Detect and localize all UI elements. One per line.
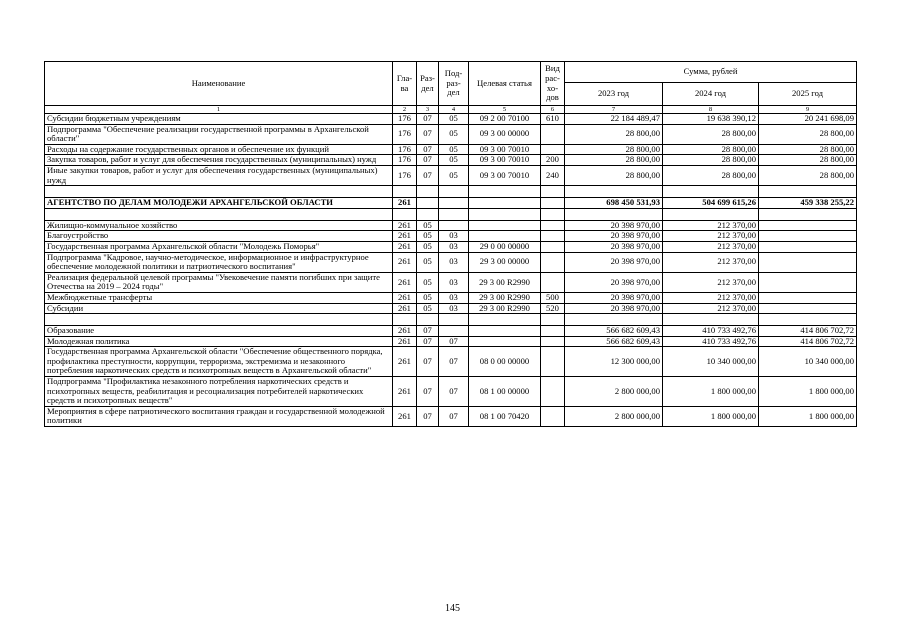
row-tselevaya: 29 3 00 00000 xyxy=(469,252,541,272)
row-glava xyxy=(393,186,417,198)
row-name: Подпрограмма "Профилактика незаконного потребления наркотических средств и психотропных веществ, реабилитация и ресоциализация потребителей наркотических средств и психотропных веществ" xyxy=(45,377,393,407)
row-sum-2023 xyxy=(565,208,663,220)
row-sum-2023 xyxy=(565,314,663,326)
row-sum-2023: 20 398 970,00 xyxy=(565,303,663,314)
col-number: 8 xyxy=(663,106,759,114)
table-row xyxy=(45,272,857,292)
row-sum-2025 xyxy=(759,314,857,326)
col-number: 9 xyxy=(759,106,857,114)
row-sum-2023: 20 398 970,00 xyxy=(565,220,663,231)
row-sum-2025: 28 800,00 xyxy=(759,144,857,155)
row-razdel: 07 xyxy=(417,377,439,407)
row-podrazdel: 07 xyxy=(439,336,469,347)
row-sum-2024: 19 638 390,12 xyxy=(663,114,759,125)
row-glava: 176 xyxy=(393,155,417,166)
budget-table xyxy=(44,61,857,427)
row-razdel xyxy=(417,186,439,198)
row-razdel: 05 xyxy=(417,220,439,231)
header-2025: 2025 год xyxy=(759,83,857,106)
col-number: 1 xyxy=(45,106,393,114)
row-sum-2025: 28 800,00 xyxy=(759,155,857,166)
row-sum-2025 xyxy=(759,231,857,242)
table-row xyxy=(45,114,857,125)
row-sum-2025 xyxy=(759,272,857,292)
row-vid xyxy=(541,377,565,407)
row-glava: 261 xyxy=(393,377,417,407)
row-razdel: 07 xyxy=(417,114,439,125)
row-vid xyxy=(541,208,565,220)
row-tselevaya: 29 3 00 R2990 xyxy=(469,272,541,292)
row-glava: 261 xyxy=(393,406,417,426)
row-glava: 261 xyxy=(393,252,417,272)
row-tselevaya: 09 3 00 70010 xyxy=(469,155,541,166)
row-sum-2024: 410 733 492,76 xyxy=(663,326,759,337)
row-sum-2025 xyxy=(759,292,857,303)
blank-row xyxy=(45,208,857,220)
table-row xyxy=(45,347,857,377)
row-podrazdel: 05 xyxy=(439,124,469,144)
row-sum-2023: 20 398 970,00 xyxy=(565,231,663,242)
row-tselevaya xyxy=(469,186,541,198)
row-glava: 261 xyxy=(393,198,417,209)
row-name: Государственная программа Архангельской области "Обеспечение общественного порядка, профилактика преступности, коррупции, терроризма, экстремизма и незаконного потребления наркотических средств и психотропных веществ в Архангельской области" xyxy=(45,347,393,377)
table-row xyxy=(45,231,857,242)
row-name: Благоустройство xyxy=(45,231,393,242)
row-glava: 176 xyxy=(393,114,417,125)
row-razdel xyxy=(417,208,439,220)
row-sum-2023: 20 398 970,00 xyxy=(565,252,663,272)
row-sum-2025: 10 340 000,00 xyxy=(759,347,857,377)
row-glava: 261 xyxy=(393,272,417,292)
row-razdel: 05 xyxy=(417,303,439,314)
row-sum-2024: 212 370,00 xyxy=(663,292,759,303)
row-name: Образование xyxy=(45,326,393,337)
row-vid: 240 xyxy=(541,165,565,185)
row-name xyxy=(45,314,393,326)
table-row xyxy=(45,220,857,231)
row-razdel: 07 xyxy=(417,326,439,337)
row-name: Реализация федеральной целевой программы "Увековечение памяти погибших при защите Отечества на 2019 – 2024 годы" xyxy=(45,272,393,292)
row-podrazdel: 03 xyxy=(439,241,469,252)
row-vid xyxy=(541,336,565,347)
row-razdel: 07 xyxy=(417,347,439,377)
row-name: Жилищно-коммунальное хозяйство xyxy=(45,220,393,231)
row-vid xyxy=(541,314,565,326)
row-tselevaya: 29 3 00 R2990 xyxy=(469,292,541,303)
row-podrazdel xyxy=(439,208,469,220)
table-row xyxy=(45,241,857,252)
row-name: Субсидии бюджетным учреждениям xyxy=(45,114,393,125)
row-sum-2024: 212 370,00 xyxy=(663,272,759,292)
row-podrazdel: 03 xyxy=(439,272,469,292)
row-sum-2023: 20 398 970,00 xyxy=(565,241,663,252)
row-glava: 261 xyxy=(393,336,417,347)
row-glava: 176 xyxy=(393,165,417,185)
row-podrazdel: 03 xyxy=(439,292,469,303)
row-sum-2025: 1 800 000,00 xyxy=(759,406,857,426)
table-row xyxy=(45,377,857,407)
row-name: Мероприятия в сфере патриотического воспитания граждан и государственной молодежной политики xyxy=(45,406,393,426)
row-glava: 261 xyxy=(393,292,417,303)
row-name: Государственная программа Архангельской области "Молодежь Поморья" xyxy=(45,241,393,252)
row-name xyxy=(45,186,393,198)
row-razdel: 05 xyxy=(417,272,439,292)
row-sum-2024: 28 800,00 xyxy=(663,155,759,166)
table-row xyxy=(45,292,857,303)
row-sum-2024: 28 800,00 xyxy=(663,165,759,185)
row-sum-2025: 28 800,00 xyxy=(759,165,857,185)
row-tselevaya xyxy=(469,326,541,337)
row-podrazdel: 05 xyxy=(439,165,469,185)
table-row xyxy=(45,406,857,426)
header-vid: Вид рас-хо-дов xyxy=(541,62,565,106)
table-row xyxy=(45,165,857,185)
header-summa: Сумма, рублей xyxy=(565,62,857,83)
col-number: 4 xyxy=(439,106,469,114)
row-razdel: 05 xyxy=(417,252,439,272)
row-name: АГЕНТСТВО ПО ДЕЛАМ МОЛОДЕЖИ АРХАНГЕЛЬСКОЙ ОБЛАСТИ xyxy=(45,198,393,209)
row-glava: 261 xyxy=(393,231,417,242)
row-vid xyxy=(541,231,565,242)
col-number: 5 xyxy=(469,106,541,114)
row-sum-2023: 28 800,00 xyxy=(565,155,663,166)
row-name: Иные закупки товаров, работ и услуг для обеспечения государственных (муниципальных) нужд xyxy=(45,165,393,185)
row-vid xyxy=(541,347,565,377)
row-tselevaya: 09 3 00 00000 xyxy=(469,124,541,144)
row-sum-2024: 212 370,00 xyxy=(663,303,759,314)
row-sum-2024 xyxy=(663,314,759,326)
row-name: Закупка товаров, работ и услуг для обеспечения государственных (муниципальных) нужд xyxy=(45,155,393,166)
row-glava: 261 xyxy=(393,241,417,252)
row-vid xyxy=(541,406,565,426)
row-podrazdel xyxy=(439,326,469,337)
row-sum-2024: 212 370,00 xyxy=(663,220,759,231)
table-row xyxy=(45,198,857,209)
row-razdel xyxy=(417,314,439,326)
row-name: Подпрограмма "Кадровое, научно-методическое, информационное и инфраструктурное обеспечение молодежной политики и патриотического воспитания" xyxy=(45,252,393,272)
row-vid xyxy=(541,241,565,252)
row-sum-2024: 410 733 492,76 xyxy=(663,336,759,347)
row-sum-2025 xyxy=(759,303,857,314)
row-tselevaya: 29 0 00 00000 xyxy=(469,241,541,252)
row-razdel: 07 xyxy=(417,144,439,155)
row-podrazdel: 05 xyxy=(439,155,469,166)
row-sum-2024: 10 340 000,00 xyxy=(663,347,759,377)
row-vid xyxy=(541,198,565,209)
header-glava: Гла-ва xyxy=(393,62,417,106)
row-tselevaya: 08 0 00 00000 xyxy=(469,347,541,377)
row-vid xyxy=(541,144,565,155)
row-podrazdel xyxy=(439,314,469,326)
row-vid xyxy=(541,124,565,144)
row-tselevaya xyxy=(469,231,541,242)
row-vid: 520 xyxy=(541,303,565,314)
row-podrazdel xyxy=(439,220,469,231)
col-number: 7 xyxy=(565,106,663,114)
row-sum-2024: 28 800,00 xyxy=(663,144,759,155)
row-glava: 261 xyxy=(393,347,417,377)
row-glava: 261 xyxy=(393,326,417,337)
row-sum-2023: 2 800 000,00 xyxy=(565,377,663,407)
row-glava xyxy=(393,208,417,220)
row-tselevaya: 08 1 00 70420 xyxy=(469,406,541,426)
blank-row xyxy=(45,314,857,326)
row-razdel: 07 xyxy=(417,336,439,347)
blank-row xyxy=(45,186,857,198)
row-tselevaya: 09 3 00 70010 xyxy=(469,144,541,155)
row-vid xyxy=(541,272,565,292)
header-tselevaya: Целевая статья xyxy=(469,62,541,106)
row-podrazdel: 03 xyxy=(439,303,469,314)
row-sum-2023: 20 398 970,00 xyxy=(565,272,663,292)
row-sum-2024: 212 370,00 xyxy=(663,252,759,272)
row-vid xyxy=(541,220,565,231)
row-sum-2024: 1 800 000,00 xyxy=(663,377,759,407)
table-body xyxy=(45,114,857,427)
header-2023: 2023 год xyxy=(565,83,663,106)
row-razdel: 05 xyxy=(417,231,439,242)
row-tselevaya: 08 1 00 00000 xyxy=(469,377,541,407)
header-2024: 2024 год xyxy=(663,83,759,106)
row-sum-2025: 1 800 000,00 xyxy=(759,377,857,407)
row-podrazdel xyxy=(439,186,469,198)
row-sum-2023: 698 450 531,93 xyxy=(565,198,663,209)
row-sum-2024: 28 800,00 xyxy=(663,124,759,144)
row-razdel: 07 xyxy=(417,124,439,144)
row-sum-2025: 28 800,00 xyxy=(759,124,857,144)
row-sum-2025: 20 241 698,09 xyxy=(759,114,857,125)
col-number: 6 xyxy=(541,106,565,114)
table-row xyxy=(45,326,857,337)
row-glava: 261 xyxy=(393,220,417,231)
row-sum-2025 xyxy=(759,208,857,220)
budget-table-page xyxy=(44,61,856,427)
row-sum-2023 xyxy=(565,186,663,198)
row-glava: 261 xyxy=(393,303,417,314)
row-sum-2024 xyxy=(663,208,759,220)
row-sum-2024: 504 699 615,26 xyxy=(663,198,759,209)
row-vid: 200 xyxy=(541,155,565,166)
row-vid xyxy=(541,326,565,337)
row-razdel: 07 xyxy=(417,406,439,426)
row-vid xyxy=(541,252,565,272)
row-name: Подпрограмма "Обеспечение реализации государственной программы в Архангельской области" xyxy=(45,124,393,144)
row-vid: 500 xyxy=(541,292,565,303)
row-podrazdel xyxy=(439,198,469,209)
row-sum-2023: 28 800,00 xyxy=(565,144,663,155)
row-tselevaya: 09 3 00 70010 xyxy=(469,165,541,185)
row-sum-2024: 1 800 000,00 xyxy=(663,406,759,426)
row-sum-2024: 212 370,00 xyxy=(663,241,759,252)
row-sum-2025: 414 806 702,72 xyxy=(759,326,857,337)
table-row xyxy=(45,124,857,144)
row-podrazdel: 07 xyxy=(439,377,469,407)
row-vid xyxy=(541,186,565,198)
row-podrazdel: 07 xyxy=(439,406,469,426)
row-razdel: 05 xyxy=(417,292,439,303)
row-glava: 176 xyxy=(393,144,417,155)
row-name: Субсидии xyxy=(45,303,393,314)
row-glava xyxy=(393,314,417,326)
row-podrazdel: 03 xyxy=(439,252,469,272)
row-tselevaya xyxy=(469,314,541,326)
row-sum-2023: 566 682 609,43 xyxy=(565,326,663,337)
row-sum-2023: 2 800 000,00 xyxy=(565,406,663,426)
header-name: Наименование xyxy=(45,62,393,106)
row-sum-2024 xyxy=(663,186,759,198)
row-podrazdel: 03 xyxy=(439,231,469,242)
table-row xyxy=(45,336,857,347)
header-razdel: Раз-дел xyxy=(417,62,439,106)
row-sum-2024: 212 370,00 xyxy=(663,231,759,242)
row-name: Расходы на содержание государственных органов и обеспечение их функций xyxy=(45,144,393,155)
table-row xyxy=(45,155,857,166)
row-sum-2023: 12 300 000,00 xyxy=(565,347,663,377)
table-row xyxy=(45,144,857,155)
row-podrazdel: 07 xyxy=(439,347,469,377)
row-razdel: 07 xyxy=(417,155,439,166)
row-name: Молодежная политика xyxy=(45,336,393,347)
row-tselevaya xyxy=(469,220,541,231)
row-sum-2025 xyxy=(759,241,857,252)
row-tselevaya: 29 3 00 R2990 xyxy=(469,303,541,314)
table-row xyxy=(45,252,857,272)
table-row xyxy=(45,303,857,314)
row-tselevaya xyxy=(469,208,541,220)
row-sum-2025 xyxy=(759,186,857,198)
row-sum-2025 xyxy=(759,252,857,272)
row-glava: 176 xyxy=(393,124,417,144)
row-razdel: 05 xyxy=(417,241,439,252)
row-tselevaya: 09 2 00 70100 xyxy=(469,114,541,125)
col-number: 2 xyxy=(393,106,417,114)
row-podrazdel: 05 xyxy=(439,144,469,155)
row-name xyxy=(45,208,393,220)
row-sum-2025: 459 338 255,22 xyxy=(759,198,857,209)
row-vid: 610 xyxy=(541,114,565,125)
row-sum-2023: 20 398 970,00 xyxy=(565,292,663,303)
row-sum-2023: 28 800,00 xyxy=(565,165,663,185)
row-podrazdel: 05 xyxy=(439,114,469,125)
row-sum-2023: 22 184 489,47 xyxy=(565,114,663,125)
page-number: 145 xyxy=(445,603,460,614)
row-razdel xyxy=(417,198,439,209)
row-sum-2023: 28 800,00 xyxy=(565,124,663,144)
row-tselevaya xyxy=(469,198,541,209)
row-sum-2025: 414 806 702,72 xyxy=(759,336,857,347)
header-podrazdel: Под-раз-дел xyxy=(439,62,469,106)
row-razdel: 07 xyxy=(417,165,439,185)
col-number: 3 xyxy=(417,106,439,114)
row-name: Межбюджетные трансферты xyxy=(45,292,393,303)
row-sum-2023: 566 682 609,43 xyxy=(565,336,663,347)
row-sum-2025 xyxy=(759,220,857,231)
row-tselevaya xyxy=(469,336,541,347)
